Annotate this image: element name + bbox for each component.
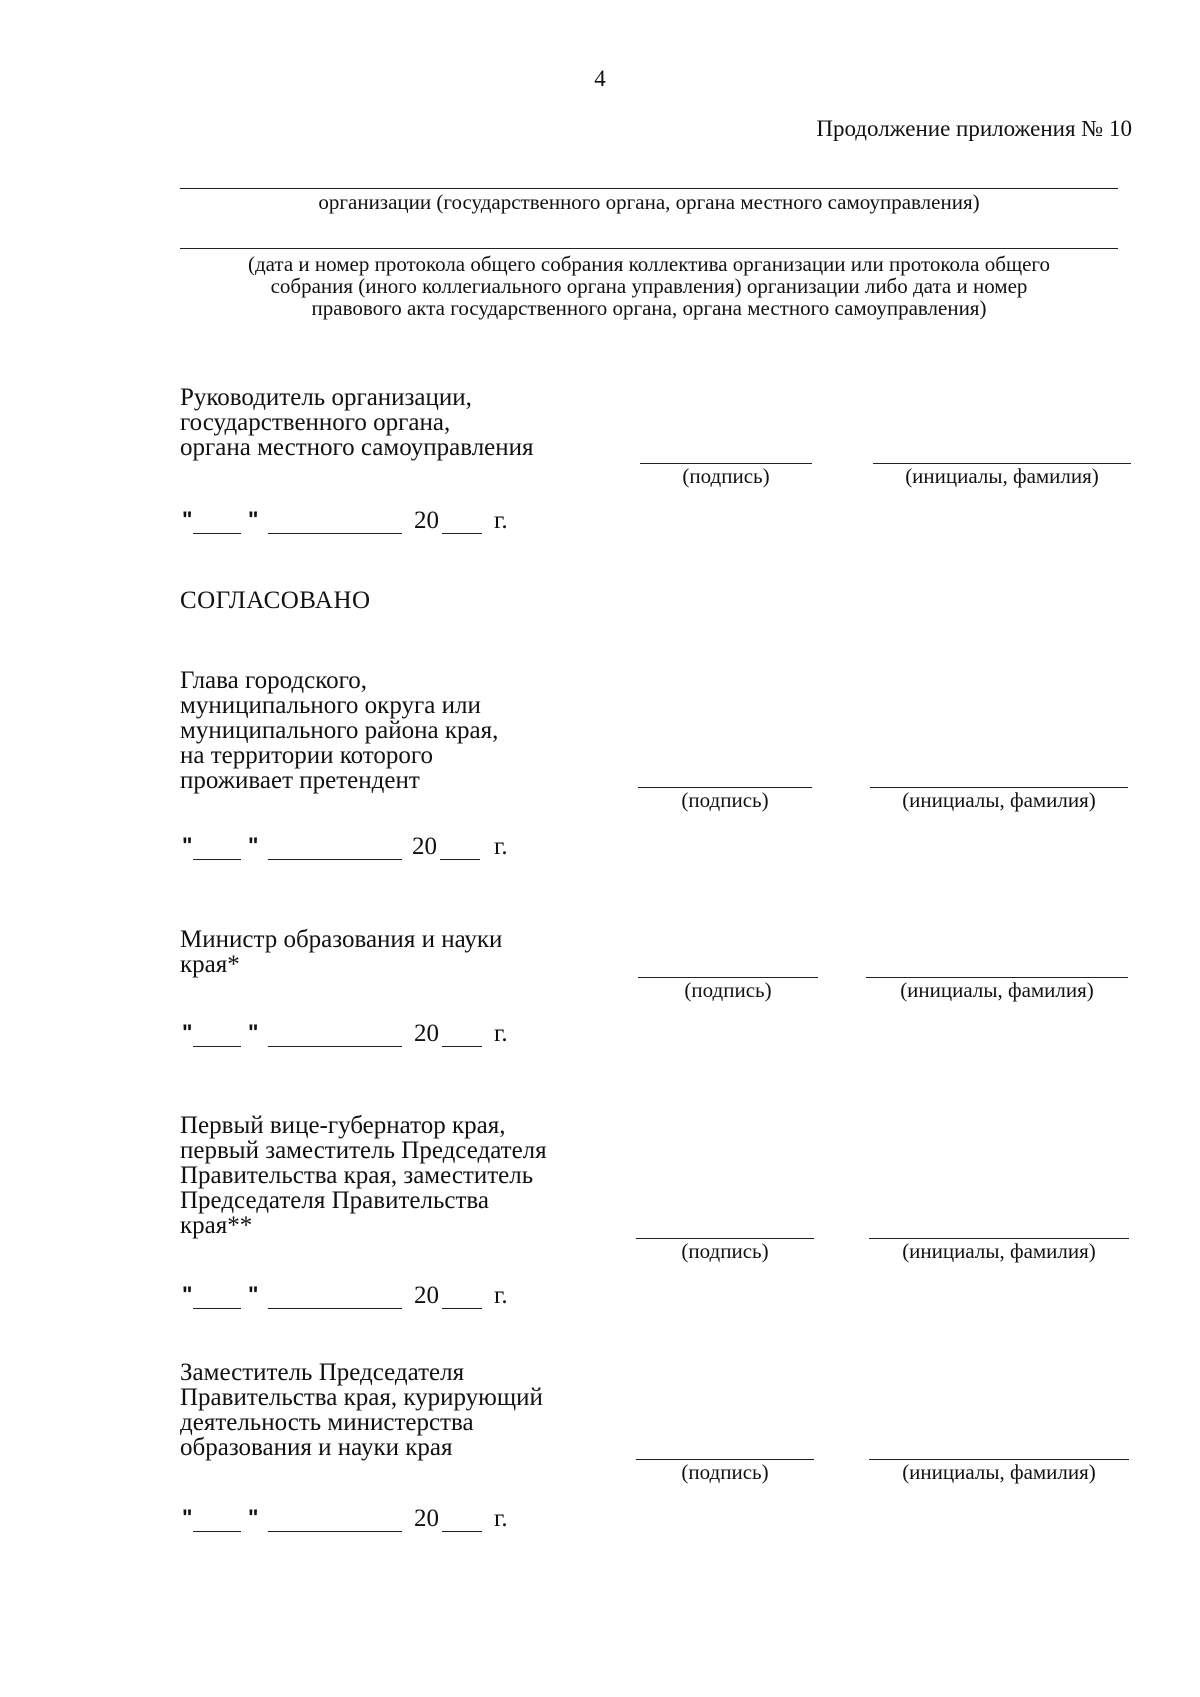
signer-title-line: государственного органа, [180, 409, 451, 436]
day-blank[interactable] [193, 859, 241, 860]
year-prefix: 20 [414, 507, 439, 534]
year-blank[interactable] [442, 1046, 482, 1047]
initials-caption: (инициалы, фамилия) [900, 978, 1094, 1002]
year-blank[interactable] [440, 859, 480, 860]
year-prefix: 20 [414, 1282, 439, 1309]
approved-heading: СОГЛАСОВАНО [180, 587, 371, 614]
signer-title-line: Руководитель организации, [180, 384, 472, 411]
protocol-caption-line: правового акта государственного органа, органа местного самоуправления) [311, 296, 987, 320]
initials-caption: (инициалы, фамилия) [902, 1239, 1096, 1263]
open-quote: " [182, 833, 193, 858]
month-blank[interactable] [268, 1308, 402, 1309]
signer-title-minister [180, 927, 502, 977]
close-quote: " [248, 1020, 259, 1045]
year-suffix: г. [494, 1282, 508, 1309]
month-blank[interactable] [268, 859, 402, 860]
signer-title-line: Заместитель Председателя [180, 1359, 465, 1386]
month-blank[interactable] [268, 1046, 402, 1047]
open-quote: " [182, 1505, 193, 1530]
month-blank[interactable] [268, 533, 402, 534]
date-row [180, 1505, 520, 1535]
signature-caption: (подпись) [684, 978, 772, 1002]
close-quote: " [248, 833, 259, 858]
signer-title-line: Министр образования и науки [180, 926, 503, 953]
signer-title-line: муниципального района края, [180, 717, 499, 744]
signer-title-line: Правительства края, заместитель [180, 1162, 534, 1189]
signer-title-first-vice-governor [180, 1113, 547, 1238]
year-blank[interactable] [442, 1308, 482, 1309]
day-blank[interactable] [193, 1046, 241, 1047]
year-suffix: г. [494, 833, 508, 860]
day-blank[interactable] [193, 1308, 241, 1309]
year-blank[interactable] [442, 533, 482, 534]
signer-title-organization-head [180, 385, 534, 460]
year-blank[interactable] [442, 1531, 482, 1532]
open-quote: " [182, 1020, 193, 1045]
signer-title-line: края** [180, 1212, 253, 1239]
organization-caption: организации (государственного органа, органа местного самоуправления) [318, 190, 980, 214]
date-row [180, 1020, 520, 1050]
signer-title-line: проживает претендент [180, 767, 420, 794]
day-blank[interactable] [193, 1531, 241, 1532]
signer-title-line: Правительства края, курирующий [180, 1384, 543, 1411]
close-quote: " [248, 1282, 259, 1307]
protocol-caption [180, 253, 1118, 319]
protocol-caption-line: (дата и номер протокола общего собрания коллектива организации или протокола общего [247, 252, 1051, 276]
year-prefix: 20 [412, 833, 437, 860]
signature-caption: (подпись) [681, 1239, 769, 1263]
year-prefix: 20 [414, 1020, 439, 1047]
year-suffix: г. [494, 1505, 508, 1532]
protocol-caption-line: собрания (иного коллегиального органа управления) организации либо дата и номер [270, 274, 1028, 298]
signer-title-line: муниципального округа или [180, 692, 481, 719]
close-quote: " [248, 507, 259, 532]
year-prefix: 20 [414, 1505, 439, 1532]
initials-caption: (инициалы, фамилия) [902, 788, 1096, 812]
month-blank[interactable] [268, 1531, 402, 1532]
protocol-fill-line[interactable] [180, 248, 1118, 249]
signer-title-line: образования и науки края [180, 1434, 453, 1461]
date-row [180, 1282, 520, 1312]
day-blank[interactable] [193, 533, 241, 534]
appendix-note: Продолжение приложения № 10 [816, 116, 1132, 141]
signer-title-line: Глава городского, [180, 667, 367, 694]
signer-title-district-head [180, 668, 498, 793]
signer-title-deputy-chairman [180, 1360, 543, 1460]
signer-title-line: органа местного самоуправления [180, 434, 534, 461]
signature-caption: (подпись) [682, 464, 770, 488]
signer-title-line: края* [180, 951, 240, 978]
signature-caption: (подпись) [681, 788, 769, 812]
open-quote: " [182, 1282, 193, 1307]
signer-title-line: первый заместитель Председателя [180, 1137, 547, 1164]
initials-caption: (инициалы, фамилия) [905, 464, 1099, 488]
close-quote: " [248, 1505, 259, 1530]
page-number: 4 [594, 66, 606, 91]
open-quote: " [182, 507, 193, 532]
year-suffix: г. [494, 507, 508, 534]
signer-title-line: Первый вице-губернатор края, [180, 1112, 506, 1139]
organization-fill-line[interactable] [180, 188, 1118, 189]
signer-title-line: деятельность министерства [180, 1409, 474, 1436]
year-suffix: г. [494, 1020, 508, 1047]
signer-title-line: Председателя Правительства [180, 1187, 489, 1214]
initials-caption: (инициалы, фамилия) [902, 1460, 1096, 1484]
date-row [180, 507, 520, 537]
date-row [180, 833, 520, 863]
signature-caption: (подпись) [681, 1460, 769, 1484]
signer-title-line: на территории которого [180, 742, 434, 769]
